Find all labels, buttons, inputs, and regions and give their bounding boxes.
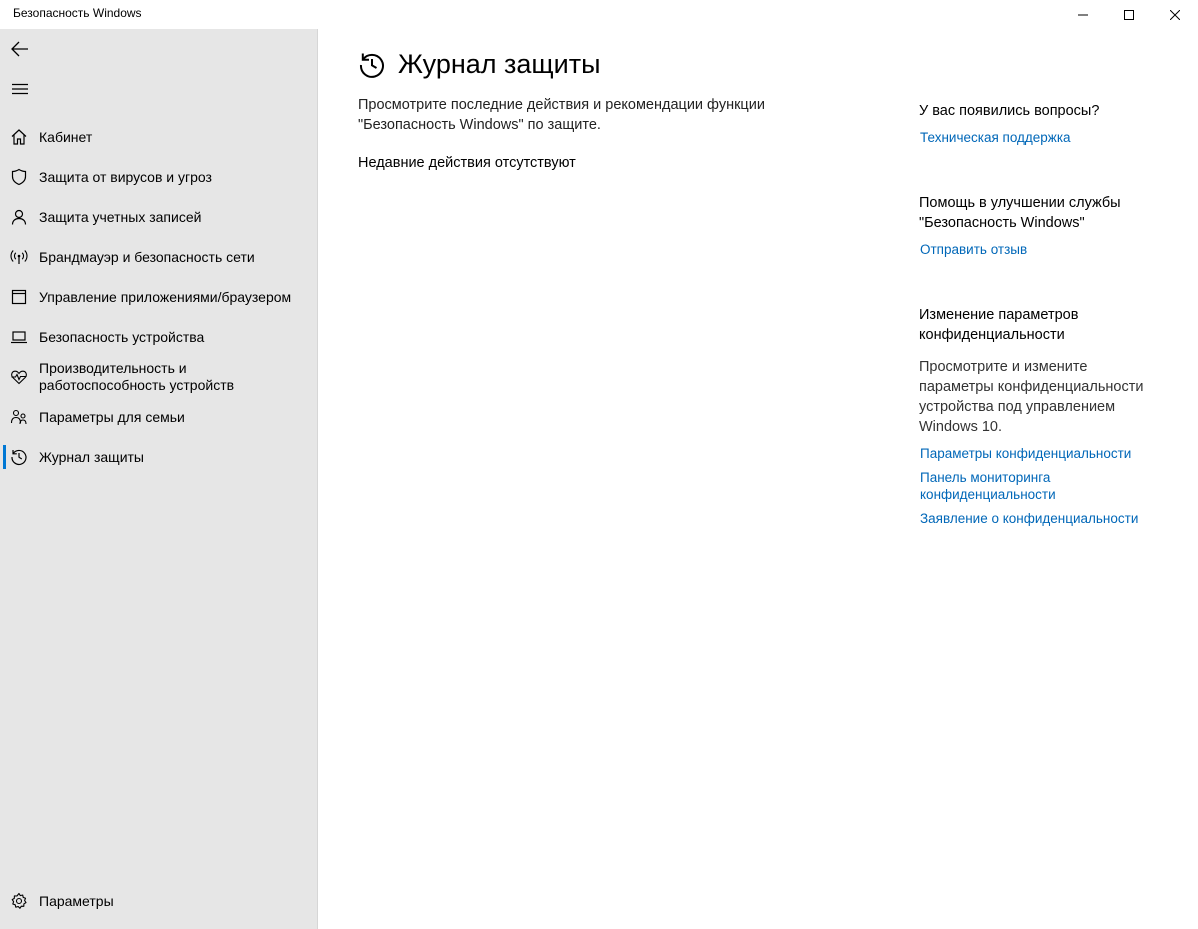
sidebar-item-account-protection[interactable] <box>0 197 318 237</box>
feedback-heading: Помощь в улучшении службы "Безопасность Windows" <box>919 195 1121 231</box>
sidebar-item-protection-history[interactable] <box>0 437 318 477</box>
sidebar-item-label: Журнал защиты <box>39 448 144 465</box>
close-button[interactable] <box>1152 0 1198 29</box>
person-icon <box>9 207 29 227</box>
sidebar <box>0 29 318 929</box>
sidebar-item-label: Параметры для семьи <box>39 408 185 425</box>
page-header <box>358 49 601 80</box>
privacy-statement-link[interactable]: Заявление о конфиденциальности <box>920 511 1139 526</box>
page-title: Журнал защиты <box>398 49 601 79</box>
gear-icon <box>9 891 29 911</box>
empty-state-text: Недавние действия отсутствуют <box>358 155 576 171</box>
app-browser-icon <box>9 287 29 307</box>
sidebar-item-label: Защита учетных записей <box>39 208 202 225</box>
maximize-button[interactable] <box>1106 0 1152 29</box>
back-button[interactable] <box>0 29 40 69</box>
privacy-dashboard-link[interactable]: Панель мониторинга конфиденциальности <box>920 470 1056 502</box>
minimize-icon <box>1078 10 1088 20</box>
sidebar-item-virus-protection[interactable] <box>0 157 318 197</box>
questions-heading: У вас появились вопросы? <box>919 103 1100 119</box>
sidebar-item-device-performance[interactable] <box>0 357 318 397</box>
main-content <box>319 29 1198 929</box>
privacy-description: Просмотрите и измените параметры конфиденциальности устройства под управлением Windows 10. <box>919 359 1144 435</box>
window-title: Безопасность Windows <box>13 6 142 20</box>
sidebar-item-label: Кабинет <box>39 128 93 145</box>
history-icon <box>9 447 29 467</box>
selection-indicator <box>3 445 6 469</box>
family-icon <box>9 407 29 427</box>
sidebar-item-device-security[interactable] <box>0 317 318 357</box>
wireless-icon <box>9 247 29 267</box>
sidebar-item-family[interactable] <box>0 397 318 437</box>
send-feedback-link[interactable]: Отправить отзыв <box>920 242 1028 257</box>
minimize-button[interactable] <box>1060 0 1106 29</box>
sidebar-item-settings[interactable] <box>0 881 318 921</box>
tech-support-link[interactable]: Техническая поддержка <box>920 130 1071 145</box>
hamburger-menu-button[interactable] <box>0 69 40 109</box>
sidebar-item-app-browser[interactable] <box>0 277 318 317</box>
sidebar-item-label: Безопасность устройства <box>39 328 205 345</box>
sidebar-item-label: Брандмауэр и безопасность сети <box>39 248 255 265</box>
page-description: Просмотрите последние действия и рекомендации функции "Безопасность Windows" по защите. <box>358 97 765 133</box>
sidebar-item-home[interactable] <box>0 117 318 157</box>
history-icon <box>358 51 386 79</box>
laptop-icon <box>9 327 29 347</box>
privacy-heading: Изменение параметров конфиденциальности <box>919 307 1079 343</box>
heart-pulse-icon <box>9 367 29 387</box>
sidebar-item-label: Управление приложениями/браузером <box>39 288 292 305</box>
close-icon <box>1170 10 1180 20</box>
privacy-settings-link[interactable]: Параметры конфиденциальности <box>920 446 1132 461</box>
sidebar-item-label: Параметры <box>39 892 114 909</box>
sidebar-item-label: Производительность и работоспособность устройств <box>39 360 235 393</box>
sidebar-item-label: Защита от вирусов и угроз <box>39 168 212 185</box>
shield-icon <box>9 167 29 187</box>
sidebar-item-firewall[interactable] <box>0 237 318 277</box>
title-bar <box>0 0 1198 29</box>
maximize-icon <box>1124 10 1134 20</box>
hamburger-icon <box>12 83 28 95</box>
back-arrow-icon <box>11 41 29 57</box>
home-icon <box>9 127 29 147</box>
